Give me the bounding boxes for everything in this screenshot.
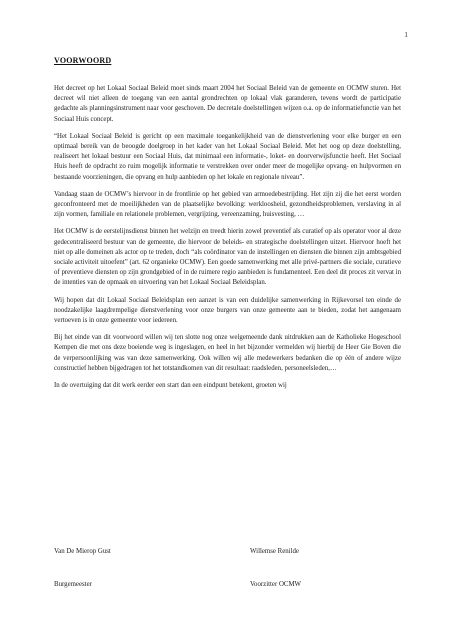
paragraph: Wij hopen dat dit Lokaal Sociaal Beleidsplan een aanzet is van een duidelijke samenwerking in Rijkevorsel ten einde de noodzakelijke laagdrempelige dienstverlening voor onze burgers van onze gemeente aan te bieden, zodat het aangenaam vertoeven is in onze gemeente voor iedereen. xyxy=(54,296,401,325)
signatory-name-right: Willemse Renilde xyxy=(250,548,299,555)
page-number: 1 xyxy=(404,30,408,39)
paragraph: Het OCMW is de eerstelijnsdienst binnen het welzijn en treedt hierin zowel preventief als curatief op als operator voor al deze gedecentraliseerd bestuur van de gemeente, die hiervoor de beleids- en strategische doelstellingen uitzet. Hiervoor hoeft het niet op alle domeinen als actor op te treden, doch “als coördinator van de instellingen en diensten die binnen zijn ambtsgebied sociale activiteit uitoefent” (art. 62 organieke OCMW). Een goede samenwerking met alle privé-partners die sociale, curatieve of preventieve diensten op zijn grondgebied of in de ruimere regio aanbieden is fundamenteel. Een deel dit proces zit vervat in de intenties van de opmaak en uitvoering van het Lokaal Sociaal Beleidsplan. xyxy=(54,228,401,287)
body-text xyxy=(54,84,401,398)
paragraph: Bij het einde van dit voorwoord willen wij ten slotte nog onze welgemeende dank uitdrukken aan de Katholieke Hogeschool Kempen die met ons deze boeiende weg is ingeslagen, en heel in het bijzonder vermelden wij hierbij de Heer Gie Boven die de verpersoonlijking was van deze samenwerking. Ook willen wij alle medewerkers bedanken die op één of andere wijze constructief hebben bijgedragen tot het totstandkomen van dit resultaat: raadsleden, personeelsleden,… xyxy=(54,334,401,372)
paragraph: In de overtuiging dat dit werk eerder een start dan een eindpunt betekent, groeten wij xyxy=(54,382,287,390)
paragraph: “Het Lokaal Sociaal Beleid is gericht op een maximale toegankelijkheid van de dienstverlening voor elke burger en een optimaal bereik van de beoogde doelgroep in het kader van het Lokaal Sociaal Beleid. Met het oog op deze doelstelling, realiseert het lokaal bestuur een Sociaal Huis, dat minimaal een informatie-, loket- en doorverwijsfunctie heeft. Het Sociaal Huis heeft de opdracht zo ruim mogelijk informatie te verstrekken over onder meer de mogelijke opvang- en hulpvormen en bestaande voorzieningen, die opvang en hulp aanbieden op het lokale en regionale niveau”. xyxy=(54,132,401,181)
page-title: VOORWOORD xyxy=(54,56,112,65)
paragraph: Vandaag staan de OCMW’s hiervoor in de frontlinie op het gebied van armoedebestrijding. Het zijn zij die het eerst worden geconfronteerd met de moeilijkheden van de plaatselijke bevolking: werkloosheid, gezondheidsproblemen, verslaving in al zijn vormen, familiale en relationele problemen, vergrijzing, vereenzaming, huisvesting, … xyxy=(54,190,401,219)
signatory-title-left: Burgemeester xyxy=(54,581,92,588)
signature-titles xyxy=(54,581,401,588)
paragraph: Het decreet op het Lokaal Sociaal Beleid moet sinds maart 2004 het Sociaal Beleid van de gemeente en OCMW sturen. Het decreet wil niet alleen de toegang van een aantal grondrechten op lokaal vlak garanderen, tevens wordt de participatie gedachte als planningsinstrument naar voor geschoven. De decretale doelstellingen wijzen o.a. op de informatiefunctie van het Sociaal Huis concept. xyxy=(54,85,401,123)
signatory-title-right: Voorzitter OCMW xyxy=(250,581,302,588)
signature-names xyxy=(54,548,401,555)
signatory-name-left: Van De Mierop Gust xyxy=(54,548,111,555)
